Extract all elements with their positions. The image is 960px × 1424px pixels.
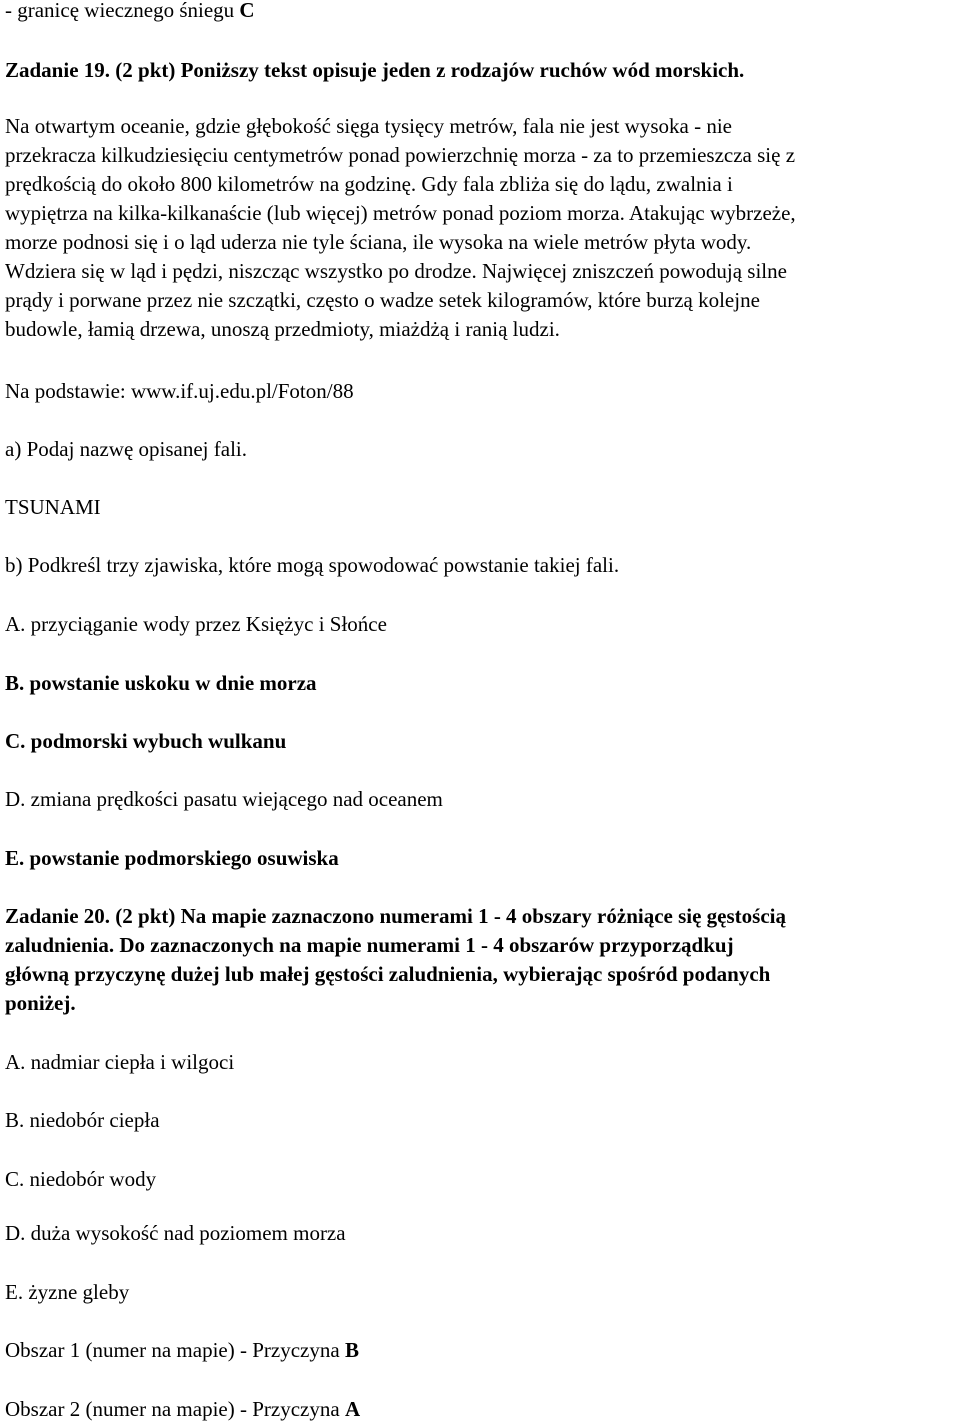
task-19-title: Zadanie 19. (2 pkt) Poniższy tekst opisuje jeden z rodzajów ruchów wód morskich.: [5, 58, 745, 82]
answer-area-2-value: A: [344, 1397, 361, 1421]
cause-option-d: D. duża wysokość nad poziomem morza: [5, 1221, 346, 1245]
task-20-title-line: Zadanie 20. (2 pkt) Na mapie zaznaczono numerami 1 - 4 obszary różniące się gęstością: [5, 904, 786, 928]
task-20-title-line: poniżej.: [5, 991, 76, 1015]
answer-area-2-label: Obszar 2 (numer na mapie) - Przyczyna: [5, 1397, 345, 1421]
previous-answer-letter: C: [239, 0, 255, 22]
cause-option-b: B. niedobór ciepła: [5, 1108, 160, 1132]
passage-line: Wdziera się w ląd i pędzi, niszcząc wszystko po drodze. Najwięcej zniszczeń powodują silne: [5, 259, 787, 283]
question-b: b) Podkreśl trzy zjawiska, które mogą spowodować powstanie takiej fali.: [5, 553, 620, 577]
option-a: A. przyciąganie wody przez Księżyc i Słońce: [5, 612, 387, 636]
question-a: a) Podaj nazwę opisanej fali.: [5, 437, 247, 461]
answer-a: TSUNAMI: [5, 495, 101, 519]
task-20-title-line: zaludnienia. Do zaznaczonych na mapie numerami 1 - 4 obszarów przyporządkuj: [5, 933, 734, 957]
cause-option-e: E. żyzne gleby: [5, 1280, 130, 1304]
passage-line: budowle, łamią drzewa, unoszą przedmioty, miażdżą i ranią ludzi.: [5, 317, 560, 341]
option-d: D. zmiana prędkości pasatu wiejącego nad oceanem: [5, 787, 443, 811]
option-c: C. podmorski wybuch wulkanu: [5, 729, 287, 753]
cause-option-c: C. niedobór wody: [5, 1167, 157, 1191]
option-b: B. powstanie uskoku w dnie morza: [5, 671, 317, 695]
passage-line: prędkością do około 800 kilometrów na godzinę. Gdy fala zbliża się do lądu, zwalnia i: [5, 172, 733, 196]
passage-line: Na otwartym oceanie, gdzie głębokość sięga tysięcy metrów, fala nie jest wysoka - nie: [5, 114, 732, 138]
cause-option-a: A. nadmiar ciepła i wilgoci: [5, 1050, 235, 1074]
task-20-title-line: główną przyczynę dużej lub małej gęstości zaludnienia, wybierając spośród podanych: [5, 962, 771, 986]
previous-answer-text: - granicę wiecznego śniegu: [5, 0, 240, 22]
passage-line: prądy i porwane przez nie szczątki, często o wadze setek kilogramów, które burzą kolejne: [5, 288, 760, 312]
source-citation: Na podstawie: www.if.uj.edu.pl/Foton/88: [5, 379, 354, 403]
answer-area-2: [5, 1395, 955, 1424]
option-e: E. powstanie podmorskiego osuwiska: [5, 846, 339, 870]
passage-line: morze podnosi się i o ląd uderza nie tyle ściana, ile wysoka na wiele metrów płyta wody.: [5, 230, 752, 254]
previous-answer-line: [5, 0, 955, 25]
passage-line: wypiętrza na kilka-kilkanaście (lub więcej) metrów ponad poziom morza. Atakując wybrzeże,: [5, 201, 796, 225]
answer-area-1-value: B: [344, 1338, 359, 1362]
passage-line: przekracza kilkudziesięciu centymetrów ponad powierzchnię morza - za to przemieszcza się z: [5, 143, 796, 167]
answer-area-1: [5, 1336, 955, 1365]
answer-area-1-label: Obszar 1 (numer na mapie) - Przyczyna: [5, 1338, 345, 1362]
